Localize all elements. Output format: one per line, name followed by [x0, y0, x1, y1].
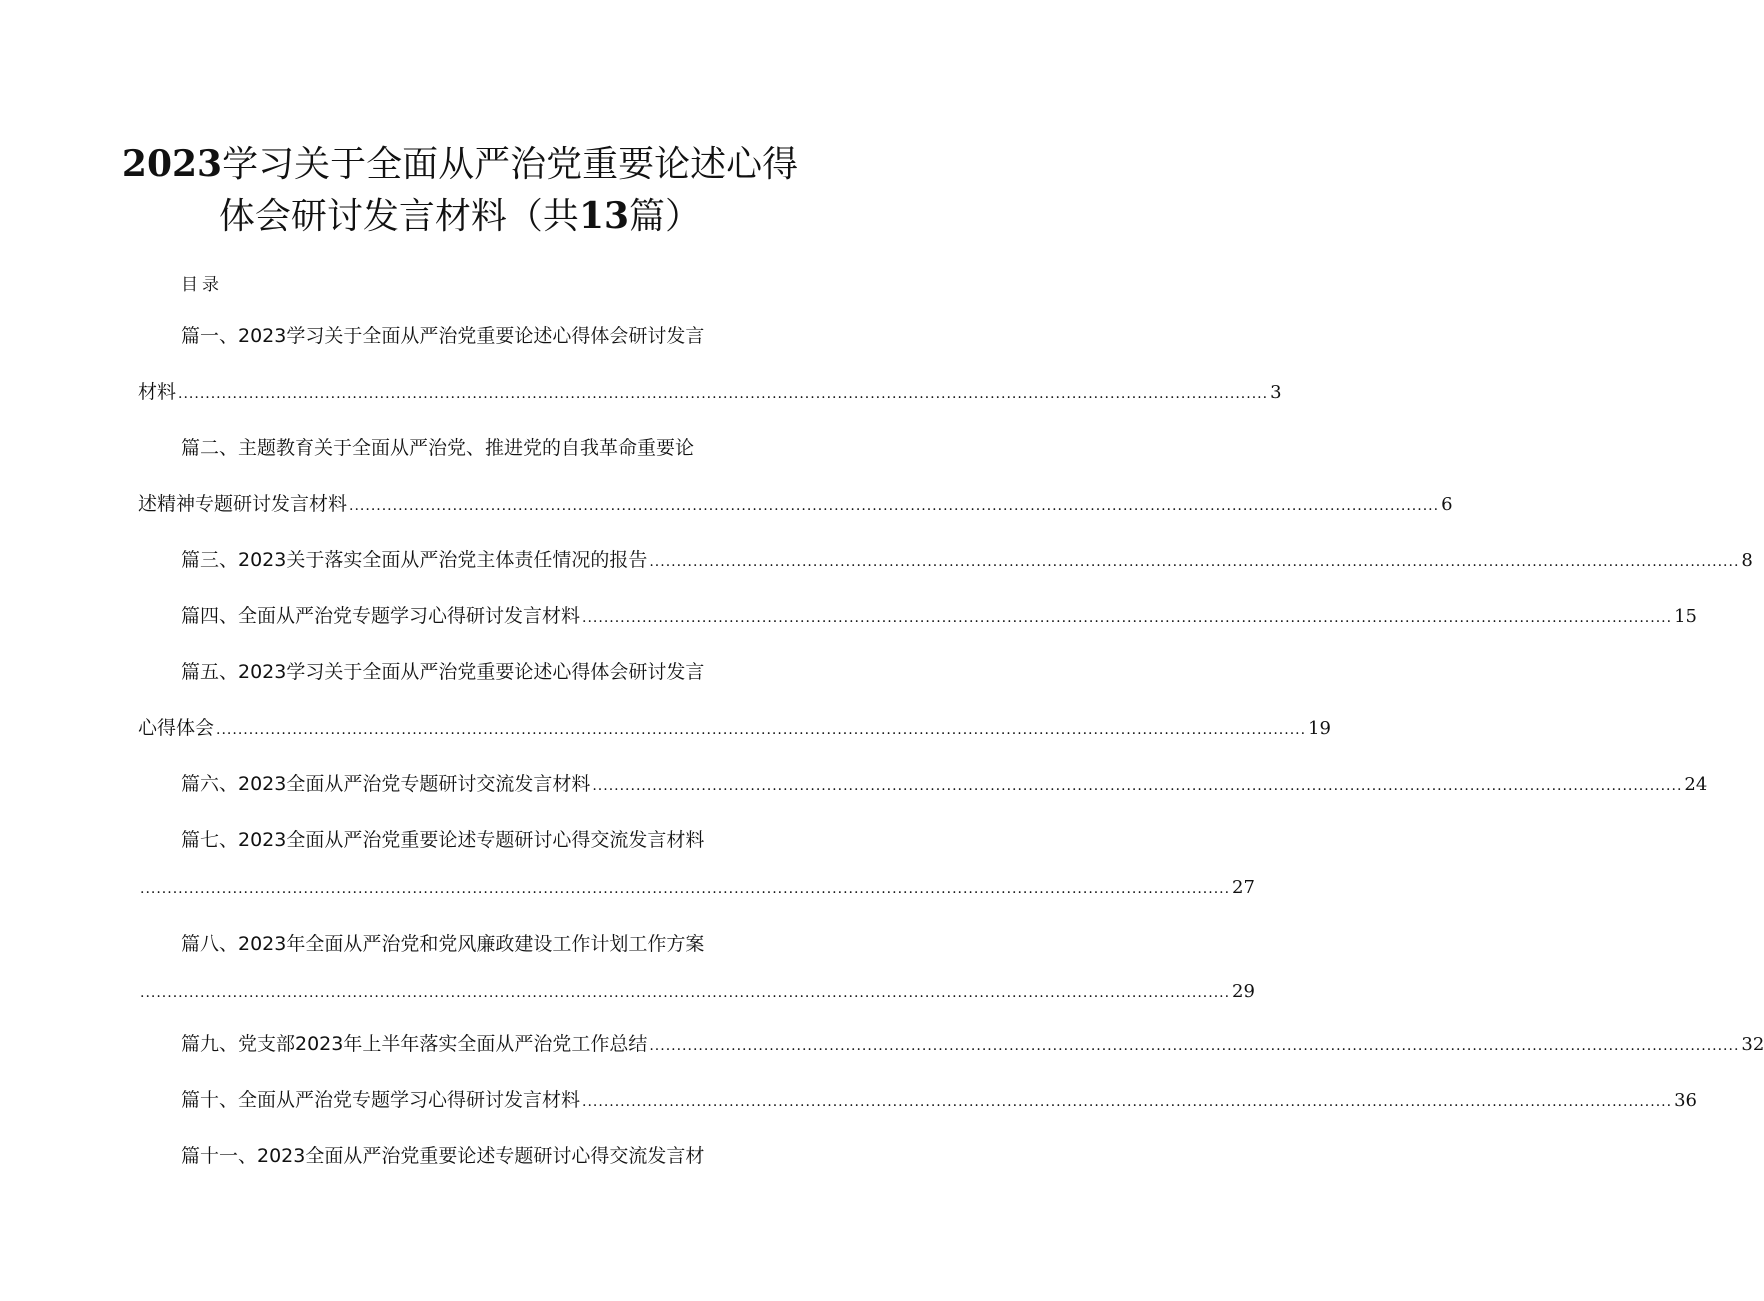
- toc-leader-dots: ........................................................................................................................................................................................................: [649, 554, 1740, 570]
- toc-entry-text: 材料: [138, 381, 177, 403]
- toc-page-number: 24: [1684, 774, 1708, 795]
- toc-leader-dots: ........................................................................................................................................................................................................: [349, 498, 1440, 514]
- toc-entry-1-line-2[interactable]: [138, 378, 1282, 406]
- toc-entry-6[interactable]: [181, 770, 1708, 798]
- title-text-2a: 体会研讨发言材料（共: [218, 196, 579, 237]
- toc-entry-3[interactable]: [181, 546, 1753, 574]
- toc-entry-8-line-1[interactable]: [181, 930, 776, 958]
- toc-leader-dots: ........................................................................................................................................................................................................: [649, 1038, 1740, 1054]
- title-year: 2023: [121, 143, 223, 185]
- toc-entry-text: 心得体会: [138, 717, 215, 739]
- toc-page-number: 29: [1232, 981, 1255, 1002]
- toc-entry-text: 篇二、主题教育关于全面从严治党、推进党的自我革命重要论: [181, 437, 695, 459]
- toc-entry-7-line-2[interactable]: [138, 874, 1255, 902]
- toc-entry-text: 篇八、2023年全面从严治党和党风廉政建设工作计划工作方案: [181, 933, 705, 955]
- toc-leader-dots: ........................................................................................................................................................................................................: [140, 985, 1231, 1001]
- toc-leader-dots: ........................................................................................................................................................................................................: [582, 610, 1673, 626]
- toc-entry-2-line-1[interactable]: [181, 434, 776, 462]
- toc-entry-8-line-2[interactable]: [138, 978, 1255, 1006]
- toc-entry-text: 篇四、全面从严治党专题学习心得研讨发言材料: [181, 605, 581, 627]
- toc-entry-text: 篇一、2023学习关于全面从严治党重要论述心得体会研讨发言: [181, 325, 705, 347]
- toc-heading: 目录: [181, 275, 223, 295]
- title-count: 13: [578, 195, 630, 237]
- toc-entry-4[interactable]: [181, 602, 1697, 630]
- toc-entry-11-line-1[interactable]: [181, 1142, 776, 1170]
- title-text-1: 学习关于全面从严治党重要论述心得: [222, 144, 799, 185]
- toc-page-number: 3: [1270, 382, 1282, 403]
- toc-entry-text: 篇六、2023全面从严治党专题研讨交流发言材料: [181, 773, 591, 795]
- toc-leader-dots: ........................................................................................................................................................................................................: [178, 386, 1269, 402]
- toc-leader-dots: ........................................................................................................................................................................................................: [592, 778, 1683, 794]
- toc-page-number: 19: [1308, 718, 1331, 739]
- toc-page-number: 27: [1232, 877, 1255, 898]
- toc-entry-text: 述精神专题研讨发言材料: [138, 493, 348, 515]
- toc-entry-10[interactable]: [181, 1086, 1697, 1114]
- title-text-2b: 篇）: [629, 196, 702, 237]
- toc-entry-text: 篇九、党支部2023年上半年落实全面从严治党工作总结: [181, 1033, 648, 1055]
- toc-page-number: 32: [1741, 1034, 1764, 1055]
- toc-entry-1-line-1[interactable]: [181, 322, 776, 350]
- toc-entry-9[interactable]: [181, 1030, 1764, 1058]
- toc-entry-text: 篇十、全面从严治党专题学习心得研讨发言材料: [181, 1089, 581, 1111]
- toc-entry-7-line-1[interactable]: [181, 826, 776, 854]
- toc-page-number: 15: [1674, 606, 1697, 627]
- toc-entry-text: 篇三、2023关于落实全面从严治党主体责任情况的报告: [181, 549, 648, 571]
- toc-leader-dots: ........................................................................................................................................................................................................: [216, 722, 1307, 738]
- toc-page-number: 36: [1674, 1090, 1697, 1111]
- document-title-line-1: [0, 136, 920, 187]
- toc-entry-2-line-2[interactable]: [138, 490, 1453, 518]
- toc-leader-dots: ........................................................................................................................................................................................................: [140, 881, 1231, 897]
- toc-entry-text: 篇五、2023学习关于全面从严治党重要论述心得体会研讨发言: [181, 661, 705, 683]
- toc-leader-dots: ........................................................................................................................................................................................................: [582, 1094, 1673, 1110]
- toc-entry-5-line-1[interactable]: [181, 658, 776, 686]
- toc-entry-text: 篇七、2023全面从严治党重要论述专题研讨心得交流发言材料: [181, 829, 705, 851]
- document-title-line-2: [0, 188, 920, 239]
- toc-entry-5-line-2[interactable]: [138, 714, 1331, 742]
- toc-page-number: 6: [1441, 494, 1453, 515]
- toc-entry-text: 篇十一、2023全面从严治党重要论述专题研讨心得交流发言材: [181, 1145, 705, 1167]
- toc-page-number: 8: [1741, 550, 1753, 571]
